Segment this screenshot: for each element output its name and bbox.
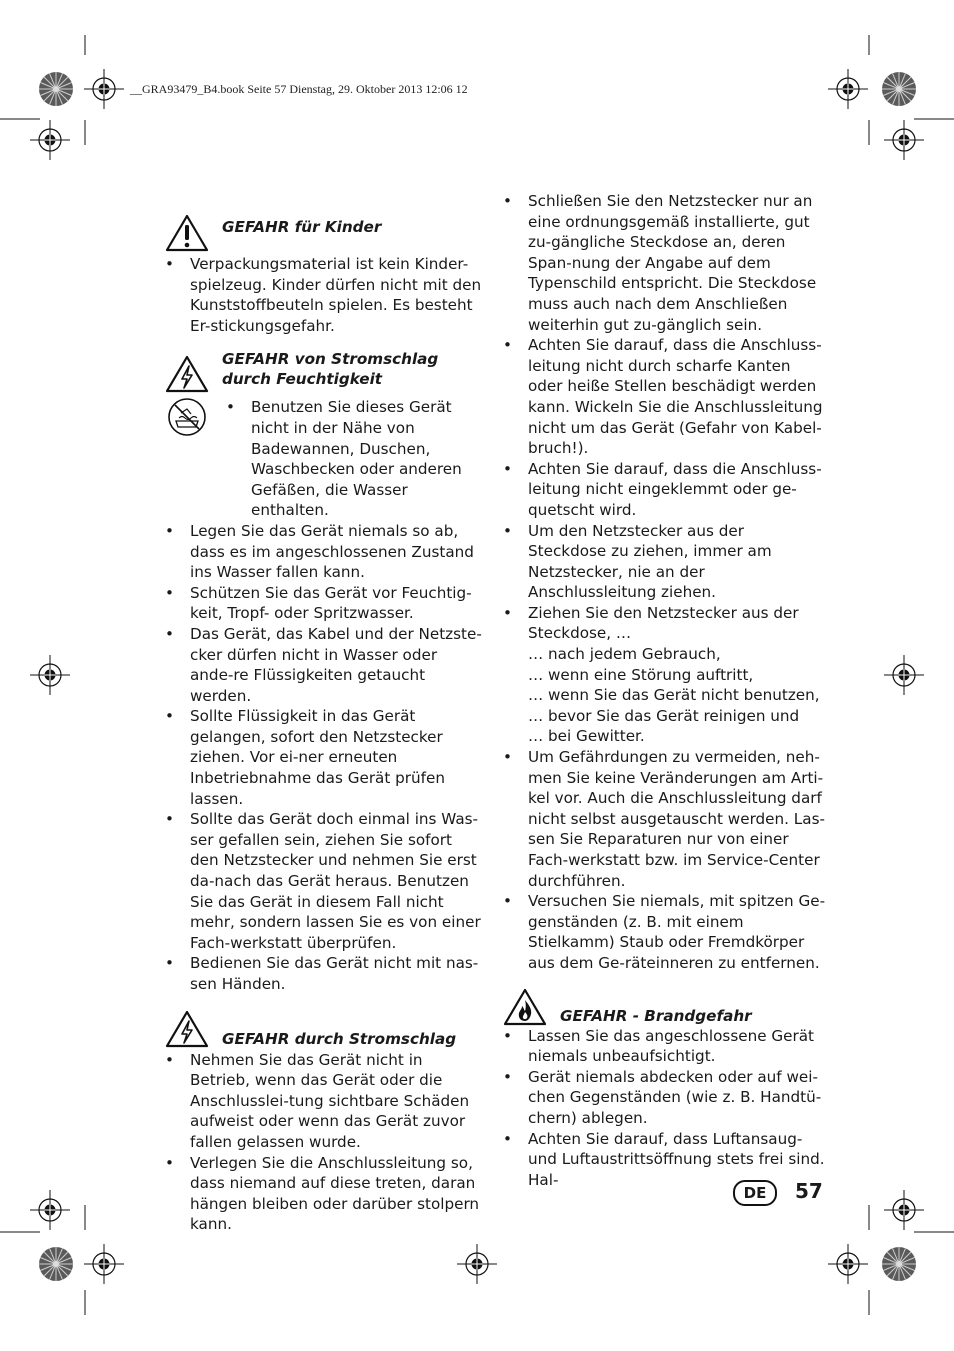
registration-mark-icon bbox=[457, 1244, 497, 1284]
list-item: • Sollte das Gerät doch einmal ins Was-ser gefallen sein, ziehen Sie sofort den Netzstecker und nehmen Sie erst da-nach das Gerät heraus. Benutzen Sie das Gerät in diesem Fall nicht mehr, sondern lassen Sie es von einer Fach-werkstatt überprüfen. bbox=[163, 809, 485, 953]
registration-mark-icon bbox=[84, 1244, 124, 1284]
bullet-list-netzstecker bbox=[501, 191, 827, 644]
sub-item: … wenn eine Störung auftritt, bbox=[528, 665, 754, 684]
bullet-list-feuchtigkeit bbox=[163, 521, 485, 995]
list-item: • Um Gefährdungen zu vermeiden, neh-men Sie keine Veränderungen am Arti-kel vor. Auch die Anschlussleitung darf nicht selbst ausgetauscht werden. Las-sen Sie Reparaturen nur von einer Fach-werkstatt bzw. im Service-Center durchführen. bbox=[501, 747, 827, 891]
registration-mark-icon bbox=[30, 655, 70, 695]
section-title: GEFAHR für Kinder bbox=[222, 218, 382, 236]
sub-item: … bevor Sie das Gerät reinigen und bbox=[528, 706, 800, 725]
sub-item: … bei Gewitter. bbox=[528, 727, 645, 746]
registration-mark-icon bbox=[884, 120, 924, 160]
registration-mark-icon bbox=[84, 69, 124, 109]
section-header-feuchtigkeit bbox=[163, 350, 485, 397]
section-title-line: GEFAHR von Stromschlag bbox=[222, 350, 439, 369]
list-item: • Das Gerät, das Kabel und der Netzste-cker dürfen nicht in Wasser oder ande-re Flüssigkeiten getaucht werden. bbox=[163, 624, 485, 706]
bullet-list-stromschlag bbox=[163, 1050, 485, 1235]
list-item: • Achten Sie darauf, dass Luftansaug- und Luftaustrittsöffnung stets frei sind. Hal- bbox=[501, 1129, 827, 1191]
section-title bbox=[222, 349, 438, 389]
section-title: GEFAHR - Brandgefahr bbox=[560, 1006, 752, 1025]
color-wheel-icon bbox=[39, 1247, 73, 1281]
fire-warning-icon bbox=[503, 988, 547, 1026]
section-header-kinder bbox=[163, 214, 485, 254]
registration-mark-icon bbox=[884, 1190, 924, 1230]
exclamation-warning-icon bbox=[165, 214, 209, 252]
no-bath-water-icon bbox=[167, 397, 207, 437]
registration-mark-icon bbox=[884, 655, 924, 695]
bullet-list-bath bbox=[224, 397, 485, 521]
list-item: • Legen Sie das Gerät niemals so ab, dass es im angeschlossenen Zustand ins Wasser fallen kann. bbox=[163, 521, 485, 583]
color-wheel-icon bbox=[882, 72, 916, 106]
list-item: • Schützen Sie das Gerät vor Feuchtig-keit, Tropf- oder Spritzwasser. bbox=[163, 583, 485, 624]
list-item: • Benutzen Sie dieses Gerät nicht in der Nähe von Badewannen, Duschen, Waschbecken oder anderen Gefäßen, die Wasser enthalten. bbox=[224, 397, 485, 521]
list-item: • Lassen Sie das angeschlossene Gerät niemals unbeaufsichtigt. bbox=[501, 1026, 827, 1067]
sub-item: … nach jedem Gebrauch, bbox=[528, 645, 721, 664]
registration-mark-icon bbox=[828, 69, 868, 109]
registration-mark-icon bbox=[30, 1190, 70, 1230]
list-item: • Verlegen Sie die Anschlussleitung so, dass niemand auf diese treten, daran hängen bleiben oder darüber stolpern kann. bbox=[163, 1153, 485, 1235]
language-badge: DE bbox=[733, 1180, 777, 1206]
bath-warning-row bbox=[163, 397, 485, 521]
list-item: • Nehmen Sie das Gerät nicht in Betrieb, wenn das Gerät oder die Anschlusslei-tung sichtbare Schäden aufweist oder wenn das Gerät zuvor fallen gelassen wurde. bbox=[163, 1050, 485, 1153]
list-item: • Achten Sie darauf, dass die Anschluss-leitung nicht durch scharfe Kanten oder heiße Stellen beschädigt werden kann. Wickeln Sie die Anschlussleitung nicht um das Gerät (Gefahr von Kabel-bruch!). bbox=[501, 335, 827, 459]
registration-mark-icon bbox=[828, 1244, 868, 1284]
print-header: __GRA93479_B4.book Seite 57 Dienstag, 29. Oktober 2013 12:06 12 bbox=[130, 82, 468, 96]
list-item: • Um den Netzstecker aus der Steckdose zu ziehen, immer am Netzstecker, nie an der Anschlussleitung ziehen. bbox=[501, 521, 827, 603]
registration-mark-icon bbox=[30, 120, 70, 160]
color-wheel-icon bbox=[882, 1247, 916, 1281]
list-item: • Sollte Flüssigkeit in das Gerät gelangen, sofort den Netzstecker ziehen. Vor ei-ner erneuten Inbetriebnahme das Gerät prüfen lassen. bbox=[163, 706, 485, 809]
section-header-brand bbox=[501, 988, 827, 1026]
bullet-list-kinder bbox=[163, 254, 485, 336]
bullet-list-service bbox=[501, 747, 827, 974]
bullet-list-brand bbox=[501, 1026, 827, 1191]
sub-item: … wenn Sie das Gerät nicht benutzen, bbox=[528, 686, 820, 705]
section-header-stromschlag bbox=[163, 1014, 485, 1050]
section-title: GEFAHR durch Stromschlag bbox=[222, 1029, 457, 1048]
color-wheel-icon bbox=[39, 72, 73, 106]
right-column bbox=[501, 191, 827, 1190]
list-item: • Gerät niemals abdecken oder auf wei-chen Gegenständen (wie z. B. Handtü-chern) ablegen. bbox=[501, 1067, 827, 1129]
section-title-line: durch Feuchtigkeit bbox=[222, 370, 383, 389]
electric-shock-warning-icon bbox=[165, 1010, 209, 1048]
sub-item-list bbox=[501, 644, 827, 747]
list-item: • Achten Sie darauf, dass die Anschluss-leitung nicht eingeklemmt oder ge-quetscht wird. bbox=[501, 459, 827, 521]
list-item: • Bedienen Sie das Gerät nicht mit nas-sen Händen. bbox=[163, 953, 485, 994]
list-item: • Schließen Sie den Netzstecker nur an eine ordnungsgemäß installierte, gut zu-gängliche Steckdose an, deren Span-nung der Angabe auf dem Typenschild entspricht. Die Steckdose muss auch nach dem Anschließen weiterhin gut zu-gänglich sein. bbox=[501, 191, 827, 335]
left-column bbox=[163, 214, 485, 1235]
list-item: • Verpackungsmaterial ist kein Kinder-spielzeug. Kinder dürfen nicht mit den Kunststoffbeuteln spielen. Es besteht Er-stickungsgefahr. bbox=[163, 254, 485, 336]
page-number: 57 bbox=[795, 1179, 823, 1203]
electric-shock-warning-icon bbox=[165, 355, 209, 393]
list-item: • Versuchen Sie niemals, mit spitzen Ge-genständen (z. B. mit einem Stielkamm) Staub oder Fremdkörper aus dem Ge-räteinneren zu entfernen. bbox=[501, 891, 827, 973]
list-item: • Ziehen Sie den Netzstecker aus der Steckdose, … bbox=[501, 603, 827, 644]
